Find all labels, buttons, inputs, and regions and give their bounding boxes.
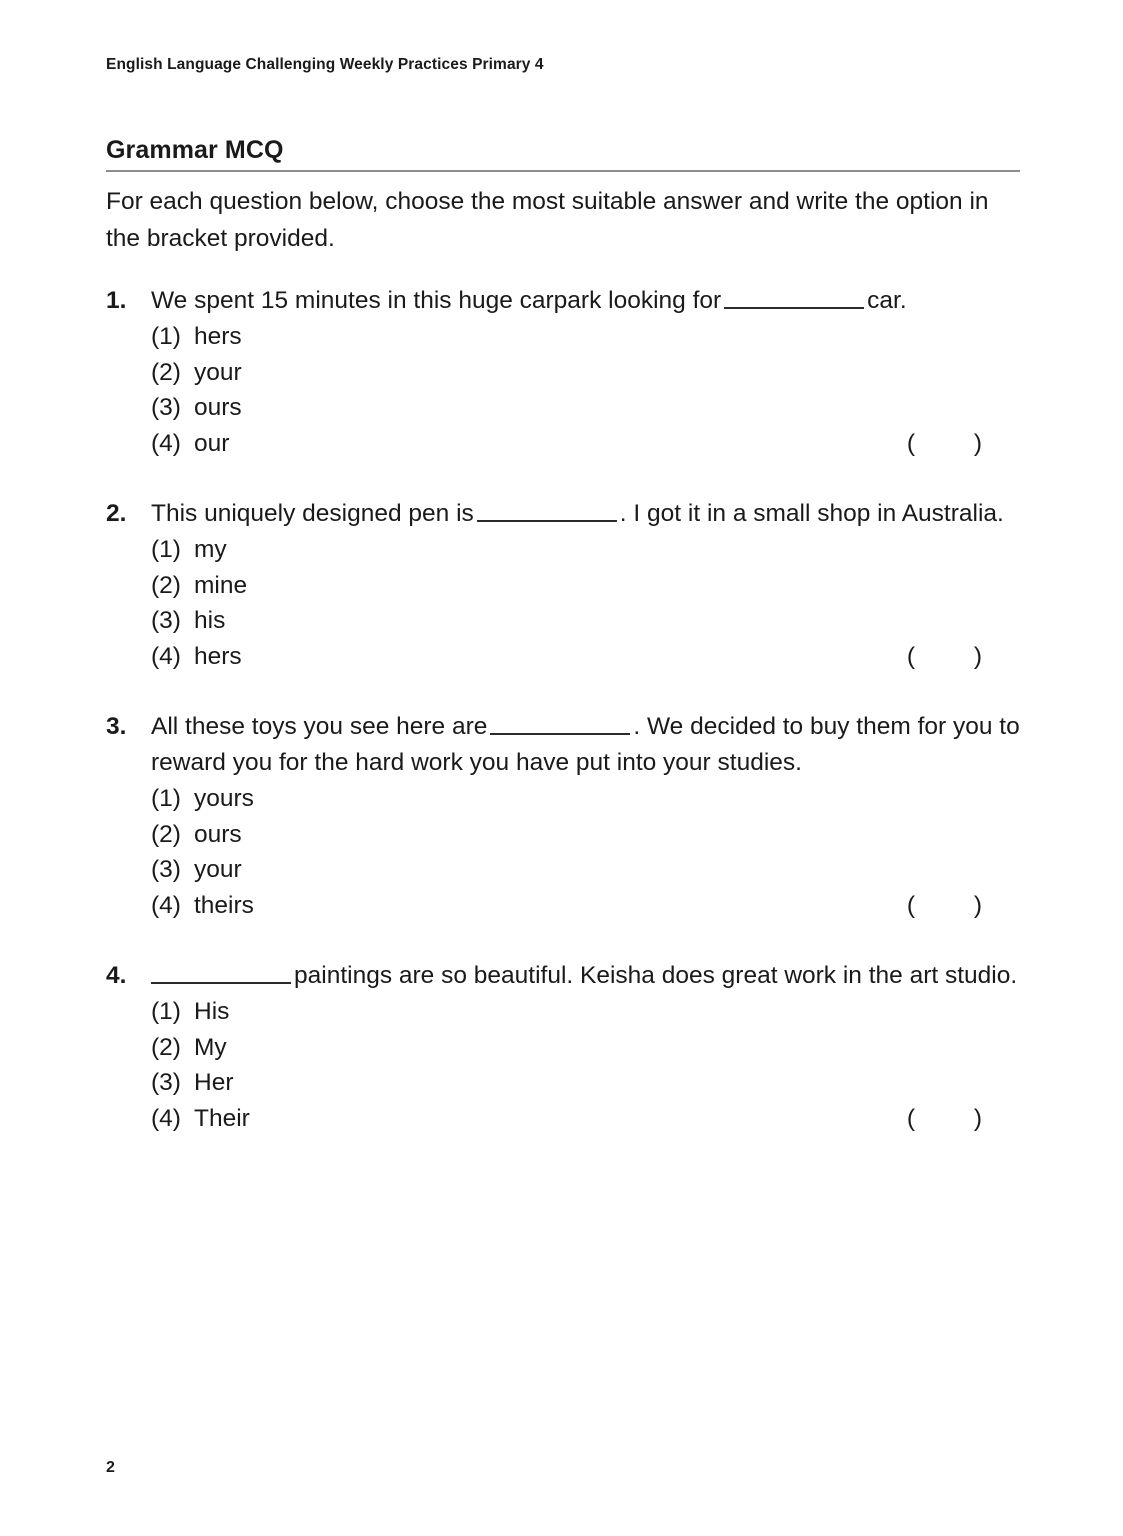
option-marker: (2) — [151, 571, 181, 599]
section-title: Grammar MCQ — [106, 136, 284, 164]
question-block — [106, 283, 1020, 461]
option-marker: (3) — [151, 394, 181, 421]
answer-bracket[interactable]: ( ) — [906, 891, 1008, 919]
option-marker: (4) — [151, 642, 181, 670]
option-marker: (1) — [151, 536, 181, 563]
question-number: 2. — [106, 500, 127, 527]
option-label: your — [194, 856, 242, 883]
answer-blank[interactable] — [151, 964, 291, 984]
option-label: Her — [194, 1069, 234, 1096]
option-list — [106, 781, 1020, 923]
question-list — [106, 283, 1020, 1171]
option-item[interactable] — [106, 532, 1020, 568]
option-item[interactable] — [106, 390, 1020, 426]
question-block — [106, 709, 1020, 923]
question-stem — [106, 496, 1020, 532]
option-label: hers — [194, 642, 242, 670]
page-number: 2 — [106, 1459, 115, 1476]
option-marker: (2) — [151, 358, 181, 386]
option-item[interactable] — [106, 426, 1020, 462]
answer-blank[interactable] — [490, 715, 630, 735]
question-block — [106, 496, 1020, 674]
option-marker: (1) — [151, 785, 181, 812]
question-number: 4. — [106, 962, 127, 989]
option-label: mine — [194, 571, 248, 599]
option-item[interactable] — [106, 852, 1020, 888]
option-item[interactable] — [106, 603, 1020, 639]
question-text — [151, 709, 1020, 781]
option-marker: (4) — [151, 891, 181, 919]
question-stem — [106, 709, 1020, 781]
option-label: His — [194, 998, 230, 1025]
question-text-before-blank: This uniquely designed pen is — [151, 500, 474, 527]
option-marker: (4) — [151, 429, 181, 457]
option-label: my — [194, 536, 227, 563]
question-stem — [106, 958, 1020, 994]
question-text-after-blank: . I got it in a small shop in Australia. — [619, 500, 1004, 527]
option-marker: (4) — [151, 1104, 181, 1132]
question-text-after-blank: . We decided to buy them for you to reward you for the hard work you have put into your studies. — [151, 713, 1020, 776]
option-item[interactable] — [106, 639, 1020, 675]
question-number: 1. — [106, 287, 127, 314]
answer-bracket[interactable]: ( ) — [906, 642, 1008, 670]
option-label: theirs — [194, 891, 254, 919]
question-number: 3. — [106, 713, 127, 740]
option-item[interactable] — [106, 355, 1020, 391]
option-label: ours — [194, 820, 242, 848]
option-label: ours — [194, 394, 242, 421]
answer-blank[interactable] — [477, 502, 617, 522]
question-text-after-blank: paintings are so beautiful. Keisha does great work in the art studio. — [294, 962, 1018, 989]
option-item[interactable] — [106, 319, 1020, 355]
option-marker: (3) — [151, 1069, 181, 1096]
question-text — [151, 496, 1020, 532]
question-text-before-blank: All these toys you see here are — [151, 713, 488, 740]
question-stem — [106, 283, 1020, 319]
instructions-text: For each question below, choose the most suitable answer and write the option in the bracket provided. — [106, 188, 989, 252]
option-list — [106, 319, 1020, 461]
answer-blank[interactable] — [724, 289, 864, 309]
option-item[interactable] — [106, 1101, 1020, 1137]
option-list — [106, 532, 1020, 674]
option-marker: (3) — [151, 607, 181, 634]
question-text-after-blank: car. — [867, 287, 907, 314]
option-marker: (1) — [151, 323, 181, 350]
option-item[interactable] — [106, 1030, 1020, 1066]
answer-bracket[interactable]: ( ) — [906, 429, 1008, 457]
answer-bracket[interactable]: ( ) — [906, 1104, 1008, 1132]
option-label: Their — [194, 1104, 250, 1132]
option-item[interactable] — [106, 888, 1020, 924]
question-block — [106, 958, 1020, 1136]
option-label: hers — [194, 323, 242, 350]
option-label: My — [194, 1033, 227, 1061]
option-item[interactable] — [106, 781, 1020, 817]
option-label: our — [194, 429, 230, 457]
option-item[interactable] — [106, 568, 1020, 604]
option-list — [106, 994, 1020, 1136]
option-marker: (3) — [151, 856, 181, 883]
question-text-before-blank: We spent 15 minutes in this huge carpark looking for — [151, 287, 722, 314]
option-marker: (2) — [151, 820, 181, 848]
title-divider — [106, 170, 1020, 172]
option-label: yours — [194, 785, 254, 812]
option-item[interactable] — [106, 817, 1020, 853]
option-marker: (1) — [151, 998, 181, 1025]
running-header: English Language Challenging Weekly Practices Primary 4 — [106, 56, 544, 73]
question-text — [151, 958, 1020, 994]
option-label: his — [194, 607, 226, 634]
option-marker: (2) — [151, 1033, 181, 1061]
option-item[interactable] — [106, 1065, 1020, 1101]
question-text — [151, 283, 1020, 319]
option-label: your — [194, 358, 242, 386]
option-item[interactable] — [106, 994, 1020, 1030]
